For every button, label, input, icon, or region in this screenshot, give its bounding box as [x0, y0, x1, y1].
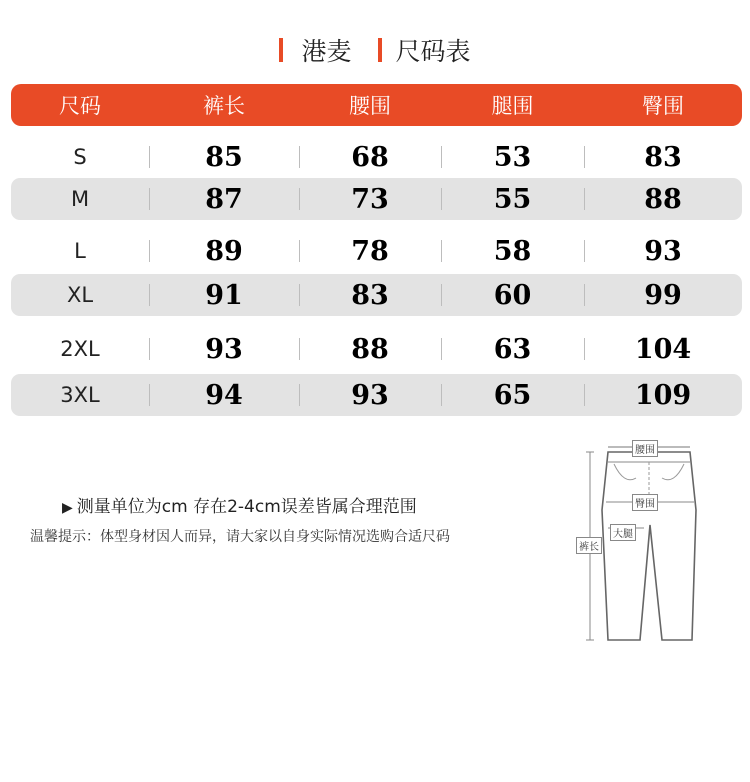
header-waist: 腰围	[349, 94, 391, 118]
page-title	[0, 30, 750, 70]
header-hip: 臀围	[642, 94, 684, 118]
cell-size: 3XL	[60, 383, 100, 407]
cell-size: S	[73, 145, 87, 169]
header-size: 尺码	[59, 94, 101, 118]
cell-waist: 73	[351, 183, 389, 215]
table-row	[11, 328, 742, 370]
cell-hip: 88	[644, 183, 682, 215]
cell-size: XL	[66, 283, 94, 307]
cell-length: 91	[205, 279, 243, 311]
cell-length: 87	[205, 183, 243, 215]
table-row	[11, 374, 742, 416]
cell-thigh: 53	[493, 141, 532, 173]
cell-thigh: 55	[493, 183, 532, 215]
play-triangle-icon: ▶	[62, 500, 73, 516]
cell-hip: 99	[644, 279, 682, 311]
cell-hip: 93	[644, 235, 682, 267]
title-bar-left	[279, 38, 283, 62]
brand-name: 港麦	[301, 37, 352, 66]
table-row	[11, 178, 742, 220]
cell-hip: 83	[644, 141, 682, 173]
table-row	[11, 136, 742, 178]
cell-waist: 93	[351, 379, 389, 411]
cell-waist: 68	[351, 141, 389, 173]
table-row	[11, 230, 742, 272]
unit-note	[62, 492, 417, 517]
title-subtitle: 尺码表	[395, 37, 471, 66]
label-waist: 腰围	[632, 440, 658, 457]
cell-waist: 78	[351, 235, 389, 267]
label-thigh: 大腿	[610, 524, 636, 541]
cell-hip: 104	[634, 333, 692, 365]
cell-length: 93	[205, 333, 243, 365]
label-hip: 臀围	[632, 494, 658, 511]
cell-thigh: 58	[493, 235, 532, 267]
unit-note-text: 测量单位为cm 存在2-4cm误差皆属合理范围	[76, 497, 417, 517]
header-length: 裤长	[203, 94, 245, 118]
cell-waist: 83	[351, 279, 389, 311]
cell-thigh: 65	[493, 379, 532, 411]
table-header	[11, 84, 742, 126]
cell-size: 2XL	[60, 337, 100, 361]
cell-thigh: 60	[493, 279, 532, 311]
cell-size: M	[70, 187, 90, 211]
pants-diagram	[570, 430, 710, 645]
cell-length: 85	[205, 141, 243, 173]
cell-size: L	[74, 239, 86, 263]
cell-hip: 109	[634, 379, 692, 411]
title-bar-right	[378, 38, 382, 62]
table-row	[11, 274, 742, 316]
label-length: 裤长	[576, 537, 602, 554]
cell-thigh: 63	[493, 333, 532, 365]
cell-waist: 88	[351, 333, 389, 365]
cell-length: 89	[205, 235, 243, 267]
header-thigh: 腿围	[491, 94, 534, 118]
cell-length: 94	[205, 379, 243, 411]
tip-note: 温馨提示：体型身材因人而异，请大家以自身实际情况选购合适尺码	[30, 529, 450, 545]
